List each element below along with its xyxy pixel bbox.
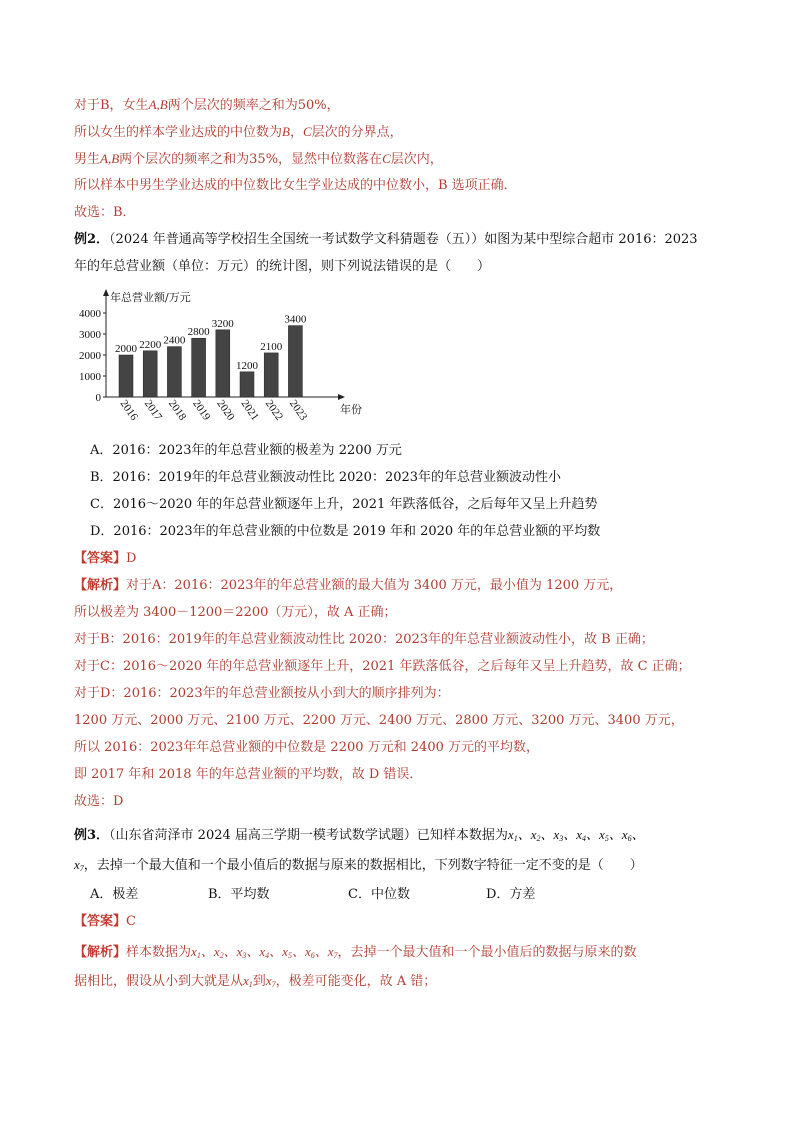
y-tick-label: 1000	[79, 371, 101, 383]
math-b: B	[282, 124, 290, 139]
bar-chart	[74, 284, 374, 424]
text-segment: 层次内，	[390, 152, 443, 167]
math-sample-list: $x_1$、$x_2$、$x_3$、$x_4$、$x_5$、$x_6$、$x_7$	[191, 944, 338, 960]
text-segment: 对于B，女生	[74, 98, 149, 113]
solution-3-line-2	[74, 972, 436, 994]
x-axis-label: 年份	[340, 403, 362, 416]
solution-2-line-5: 对于D：2016：2023年的年总营业额按从小到大的顺序排列为：	[74, 686, 450, 701]
solution-text: 对于A：2016：2023年的年总营业额的最大值为 3400 万元，最小值为 1200 万元，	[126, 578, 623, 593]
text-line-5: 故选：B．	[74, 205, 136, 220]
data-label-2022: 2100	[260, 340, 283, 353]
x-tick-label-2022: 2022	[262, 397, 286, 423]
math-ab: A,B	[100, 151, 120, 166]
example-label: 例2．	[74, 232, 110, 247]
solution-text: ，去掉一个最大值和一个最小值后的数据与原来的数	[337, 945, 637, 960]
text-line-3	[74, 150, 443, 169]
answer-2	[74, 550, 136, 568]
solution-tag: 【解析】	[74, 578, 127, 593]
bar-2023	[288, 326, 302, 397]
bar-2019	[192, 338, 206, 397]
bar-2021	[240, 372, 254, 397]
bar-2020	[216, 330, 230, 397]
math-x7: $x_7$	[74, 857, 84, 873]
solution-text: ，极差可能变化，故 A 错；	[275, 974, 437, 989]
text-line-1	[74, 96, 340, 115]
data-label-2019: 2800	[187, 326, 210, 339]
solution-2-line-7: 所以 2016：2023年年总营业额的中位数是 2200 万元和 2400 万元的平均数，	[74, 740, 539, 755]
option-c: C．2016～2020 年的年总营业额逐年上升，2021 年跌落低谷，之后每年又呈上升趋势	[90, 497, 598, 512]
solution-2-line-8: 即 2017 年和 2018 年的年总营业额的平均数，故 D 错误．	[74, 767, 423, 782]
math-c: C	[382, 151, 391, 166]
data-label-2017: 2200	[139, 338, 162, 351]
math-x7: $x_7$	[265, 973, 276, 989]
example-text: ，去掉一个最大值和一个最小值后的数据与原来的数据相比，下列数字特征一定不变的是（ ）	[83, 858, 643, 873]
data-label-2021: 1200	[236, 359, 258, 372]
x-tick-label-2017: 2017	[141, 397, 165, 423]
y-axis-arrow	[103, 289, 109, 296]
text-line-2	[74, 123, 403, 142]
option-a: A．极差	[90, 887, 139, 902]
data-label-2016: 2000	[115, 343, 137, 355]
y-tick-label: 4000	[79, 308, 101, 320]
y-axis-label: 年总营业额/万元	[110, 291, 191, 304]
option-c: C．中位数	[348, 887, 410, 902]
math-sample-list: $x_1$、$x_2$、$x_3$、$x_4$、$x_5$、$x_6$、	[507, 827, 645, 843]
solution-text: 样本数据为	[126, 945, 192, 960]
text-segment: ，	[289, 125, 303, 140]
data-label-2023: 3400	[284, 313, 307, 326]
y-tick-label: 0	[95, 392, 101, 404]
bar-2018	[167, 347, 181, 397]
answer-3	[74, 913, 136, 931]
answer-tag: 【答案】	[74, 914, 127, 929]
example-3-line-2	[74, 856, 643, 878]
x-tick-label-2019: 2019	[190, 397, 213, 423]
math-c: C	[302, 124, 312, 139]
solution-2-line-9: 故选：D	[74, 794, 124, 809]
option-d: D．方差	[486, 887, 536, 902]
solution-tag: 【解析】	[74, 945, 127, 960]
solution-2-line-4: 对于C：2016～2020 年的年总营业额逐年上升，2021 年跌落低谷，之后每年又呈上升趋势，故 C 正确；	[74, 659, 691, 674]
example-3-line-1	[74, 826, 645, 848]
example-2-line-2: 年的年总营业额（单位：万元）的统计图，则下列说法错误的是（ ）	[74, 259, 491, 274]
option-b: B．平均数	[208, 887, 270, 902]
bar-2022	[264, 353, 278, 397]
solution-2-line-3: 对于B：2016：2019年的年总营业额波动性比 2020：2023年的年总营业额波动性小，故 B 正确；	[74, 632, 654, 647]
x-tick-label-2020: 2020	[214, 397, 237, 423]
x-tick-label-2018: 2018	[165, 397, 189, 423]
example-2-line-1	[74, 231, 698, 249]
y-tick-label: 2000	[79, 350, 101, 362]
bar-2016	[119, 355, 133, 397]
solution-2-line-6: 1200 万元、2000 万元、2100 万元、2200 万元、2400 万元、2800 万元、3200 万元、3400 万元，	[74, 713, 684, 728]
answer-value: C	[126, 914, 136, 929]
solution-2-line-1	[74, 577, 622, 595]
text-segment: 男生	[74, 152, 101, 167]
x-tick-label-2021: 2021	[238, 397, 261, 423]
example-label: 例3．	[74, 828, 110, 843]
text-segment: 所以女生的样本学业达成的中位数为	[74, 125, 283, 140]
y-tick-label: 3000	[79, 329, 101, 341]
solution-text: 据相比，假设从小到大就是从	[74, 974, 244, 989]
option-d: D．2016：2023年的年总营业额的中位数是 2019 年和 2020 年的年总营业额的平均数	[90, 524, 601, 539]
bar-2017	[143, 351, 157, 397]
math-x1: $x_1$	[243, 973, 253, 989]
x-tick-label-2023: 2023	[286, 397, 310, 423]
text-segment: 两个层次的频率之和为50%，	[167, 98, 340, 113]
data-label-2018: 2400	[163, 334, 186, 347]
data-label-2020: 3200	[211, 317, 234, 330]
solution-2-line-2: 所以极差为 3400－1200＝2200（万元），故 A 正确；	[74, 605, 397, 620]
option-a: A．2016：2023年的年总营业额的极差为 2200 万元	[90, 443, 402, 458]
math-ab: A,B	[148, 97, 168, 112]
answer-value: D	[126, 551, 137, 566]
answer-tag: 【答案】	[74, 551, 127, 566]
x-tick-label-2016: 2016	[117, 397, 140, 423]
text-segment: 层次的分界点，	[311, 125, 403, 140]
text-segment: 两个层次的频率之和为35%，显然中位数落在	[119, 152, 383, 167]
example-text: （2024 年普通高等学校招生全国统一考试数学文科猜题卷（五））如图为某中型综合超市 2016：2023	[109, 232, 698, 247]
solution-text: 到	[252, 974, 266, 989]
text-line-4: 所以样本中男生学业达成的中位数比女生学业达成的中位数小，B 选项正确．	[74, 178, 517, 193]
option-b: B．2016：2019年的年总营业额波动性比 2020：2023年的年总营业额波动性小	[90, 470, 562, 485]
x-axis-arrow	[338, 394, 345, 400]
example-text: （山东省菏泽市 2024 届高三学期一模考试数学试题）已知样本数据为	[109, 828, 508, 843]
solution-3-line-1	[74, 943, 637, 965]
